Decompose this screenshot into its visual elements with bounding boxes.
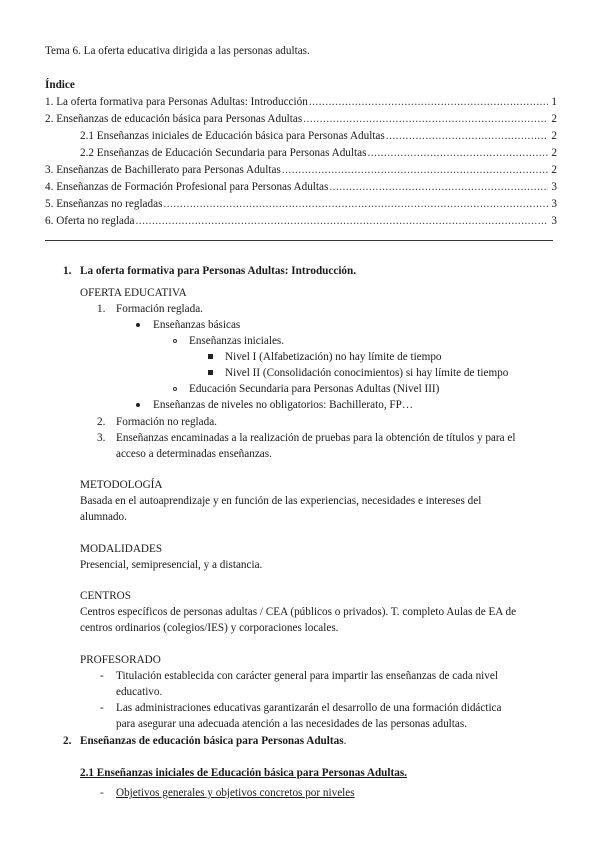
square-bullet-icon — [208, 354, 213, 359]
section-2-title: Enseñanzas de educación básica para Personas Adultas — [80, 735, 344, 747]
toc-entry-text: 1. La oferta formativa para Personas Adultas: Introducción — [45, 96, 308, 108]
index-heading: Índice — [45, 79, 75, 91]
section-1-number: 1. — [63, 265, 72, 277]
toc-entry-4[interactable] — [45, 180, 557, 194]
toc-entry-2-1[interactable] — [80, 129, 557, 143]
disc-bullet-icon — [136, 323, 140, 327]
centros-line-2: centros ordinarios (colegios/IES) y corporaciones locales. — [80, 622, 339, 634]
toc-entry-page: 3 — [551, 215, 557, 227]
oferta-iniciales: Enseñanzas iniciales. — [189, 335, 285, 347]
oferta-secundaria: Educación Secundaria para Personas Adultas (Nivel III) — [189, 383, 440, 395]
dash-bullet: - — [100, 702, 104, 714]
profesorado-item-2-line-2: para asegurar una adecuada atención a las necesidades de las personas adultas. — [116, 718, 467, 730]
dash-bullet: - — [100, 787, 104, 799]
toc-entry-text: 5. Enseñanzas no regladas — [45, 198, 163, 210]
toc-entry-3[interactable] — [45, 163, 557, 177]
toc-entry-6[interactable] — [45, 214, 557, 228]
modalidades-text: Presencial, semipresencial, y a distancia. — [80, 559, 263, 571]
metodologia-line-1: Basada en el autoaprendizaje y en función de las experiencias, necesidades e intereses del — [80, 495, 482, 507]
toc-entry-page: 3 — [551, 198, 557, 210]
centros-heading: CENTROS — [80, 590, 131, 602]
metodologia-heading: METODOLOGÍA — [80, 479, 163, 491]
profesorado-item-1-line-1: Titulación establecida con carácter general para impartir las enseñanzas de cada nivel — [116, 670, 498, 682]
oferta-nivel-2: Nivel II (Consolidación conocimientos) si hay límite de tiempo — [225, 367, 509, 379]
document-title: Tema 6. La oferta educativa dirigida a las personas adultas. — [45, 45, 310, 57]
oferta-basicas: Enseñanzas básicas — [153, 319, 241, 331]
section-1-title: La oferta formativa para Personas Adultas: Introducción. — [80, 265, 357, 277]
toc-entry-text: 2. Enseñanzas de educación básica para Personas Adultas — [45, 113, 303, 125]
subsection-2-1-title: 2.1 Enseñanzas iniciales de Educación básica para Personas Adultas. — [80, 767, 407, 779]
profesorado-heading: PROFESORADO — [80, 654, 161, 666]
circle-bullet-icon — [173, 339, 177, 343]
toc-entry-text: 2.2 Enseñanzas de Educación Secundaria para Personas Adultas — [80, 147, 367, 159]
toc-entry-page: 2 — [551, 130, 557, 142]
section-2-title-wrap — [80, 734, 346, 748]
toc-entry-text: 2.1 Enseñanzas iniciales de Educación básica para Personas Adultas — [80, 130, 385, 142]
toc-entry-2-2[interactable] — [80, 146, 557, 160]
oferta-item-3-line-2: acceso a determinadas enseñanzas. — [116, 448, 272, 460]
metodologia-line-2: alumnado. — [80, 511, 127, 523]
section-2-title-suffix: . — [343, 735, 347, 747]
toc-entry-page: 2 — [551, 147, 557, 159]
subsection-2-1-item: Objetivos generales y objetivos concretos por niveles — [116, 787, 355, 799]
oferta-item-3-line-1: Enseñanzas encaminadas a la realización de pruebas para la obtención de títulos y para el — [116, 432, 516, 444]
modalidades-heading: MODALIDADES — [80, 543, 163, 555]
centros-line-1: Centros específicos de personas adultas / CEA (públicos o privados). T. completo Aulas de EA de — [80, 606, 517, 618]
list-number: 1. — [97, 303, 106, 315]
profesorado-item-2-line-1: Las administraciones educativas garantizarán el desarrollo de una formación didáctica — [116, 702, 502, 714]
toc-entry-text: 3. Enseñanzas de Bachillerato para Personas Adultas — [45, 164, 281, 176]
toc-entry-page: 2 — [551, 164, 557, 176]
profesorado-item-1-line-2: educativo. — [116, 686, 163, 698]
toc-entry-1[interactable] — [45, 95, 557, 109]
toc-entry-text: 4. Enseñanzas de Formación Profesional para Personas Adultas — [45, 181, 329, 193]
toc-entry-text: 6. Oferta no reglada — [45, 215, 135, 227]
toc-entry-page: 3 — [551, 181, 557, 193]
toc-entry-page: 1 — [551, 96, 557, 108]
toc-entry-5[interactable] — [45, 197, 557, 211]
list-number: 3. — [97, 432, 106, 444]
toc-entry-page: 2 — [551, 113, 557, 125]
oferta-item-1: Formación reglada. — [116, 303, 203, 315]
dash-bullet: - — [100, 670, 104, 682]
section-2-number: 2. — [63, 735, 72, 747]
square-bullet-icon — [208, 370, 213, 375]
disc-bullet-icon — [136, 403, 140, 407]
oferta-item-2: Formación no reglada. — [116, 416, 217, 428]
circle-bullet-icon — [173, 387, 177, 391]
toc-entry-2[interactable] — [45, 112, 557, 126]
oferta-no-obligatorios: Enseñanzas de niveles no obligatorios: Bachillerato, FP… — [153, 399, 414, 411]
oferta-heading: OFERTA EDUCATIVA — [80, 287, 187, 299]
list-number: 2. — [97, 416, 106, 428]
horizontal-rule — [45, 240, 553, 241]
oferta-nivel-1: Nivel I (Alfabetización) no hay límite de tiempo — [225, 351, 442, 363]
